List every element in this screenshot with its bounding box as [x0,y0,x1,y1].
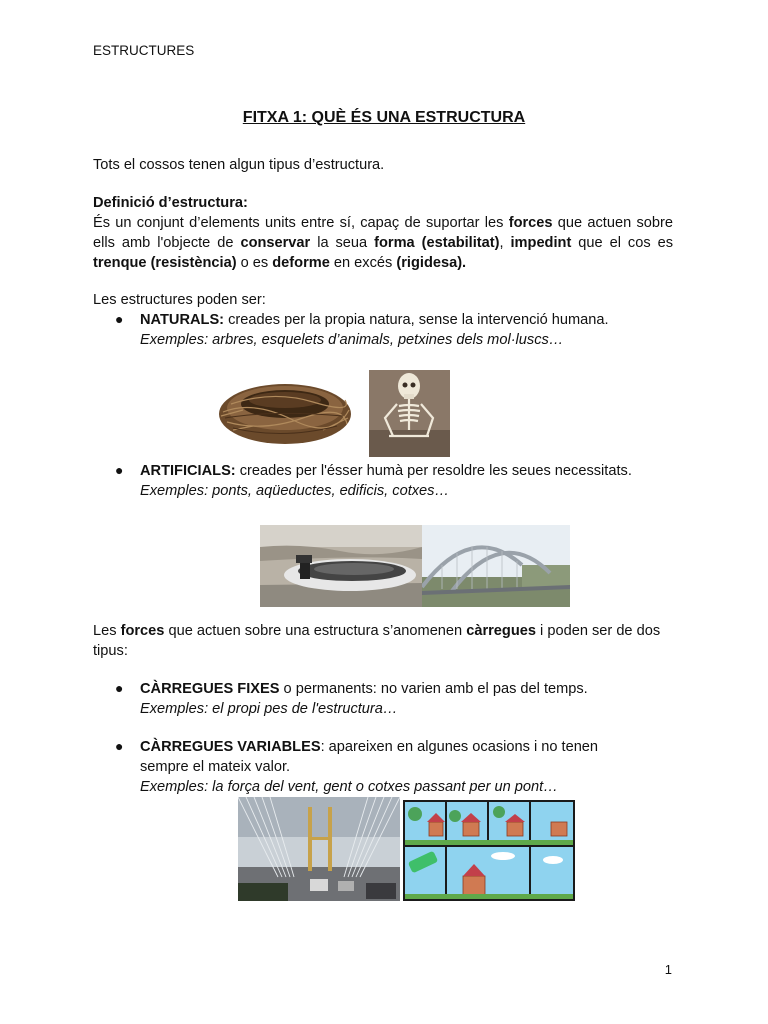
types-intro: Les estructures poden ser: [93,292,266,308]
definition-heading: Definició d’estructura: [93,195,248,211]
page-title: FITXA 1: QUÈ ÉS UNA ESTRUCTURA [242,109,526,126]
fixed-loads-examples: Exemples: el propi pes de l'estructura… [140,701,398,717]
artificials-examples: Exemples: ponts, aqüeductes, edificis, cotxes… [140,483,450,499]
page-header: ESTRUCTURES [93,43,195,58]
page-number: 1 [664,962,672,977]
forces-paragraph: Les forces que actuen sobre una estructura s’anomenen càrregues i poden ser de dos tipus: [93,623,661,659]
wind-cartoon-image [403,800,575,901]
intro-paragraph: Tots el cossos tenen algun tipus d’estructura. [93,157,385,173]
fixed-loads-item: CÀRREGUES FIXES o permanents: no varien amb el pas del temps. [140,681,588,697]
definition-paragraph: És un conjunt d’elements units entre sí, capaç de suportar les forces que actuen sobre ells amb l'objecte de conservar la seua forma (estabilitat), impedint que el cos es trenque (resistència) o es deforme en excés (rigidesa). [93,215,673,271]
inflatable-boat-image [260,525,422,607]
variable-loads-item: CÀRREGUES VARIABLES: apareixen en algunes ocasions i no tenen sempre el mateix valor. [140,739,599,775]
skeleton-image [369,370,450,457]
artificials-item: ARTIFICIALS: creades per l'ésser humà per resoldre les seues necessitats. [140,463,632,479]
arch-bridge-image [422,525,570,607]
variable-loads-examples: Exemples: la força del vent, gent o cotxes passant per un pont… [140,779,558,795]
bullet: ● [115,462,124,478]
bird-nest-image [213,370,353,455]
naturals-item: NATURALS: creades per la propia natura, sense la intervenció humana. [140,312,609,328]
cable-bridge-traffic-image [238,797,400,901]
naturals-examples: Exemples: arbres, esquelets d’animals, petxines dels mol·luscs… [140,332,564,348]
bullet: ● [115,311,124,327]
bullet: ● [115,738,124,754]
bullet: ● [115,680,124,696]
